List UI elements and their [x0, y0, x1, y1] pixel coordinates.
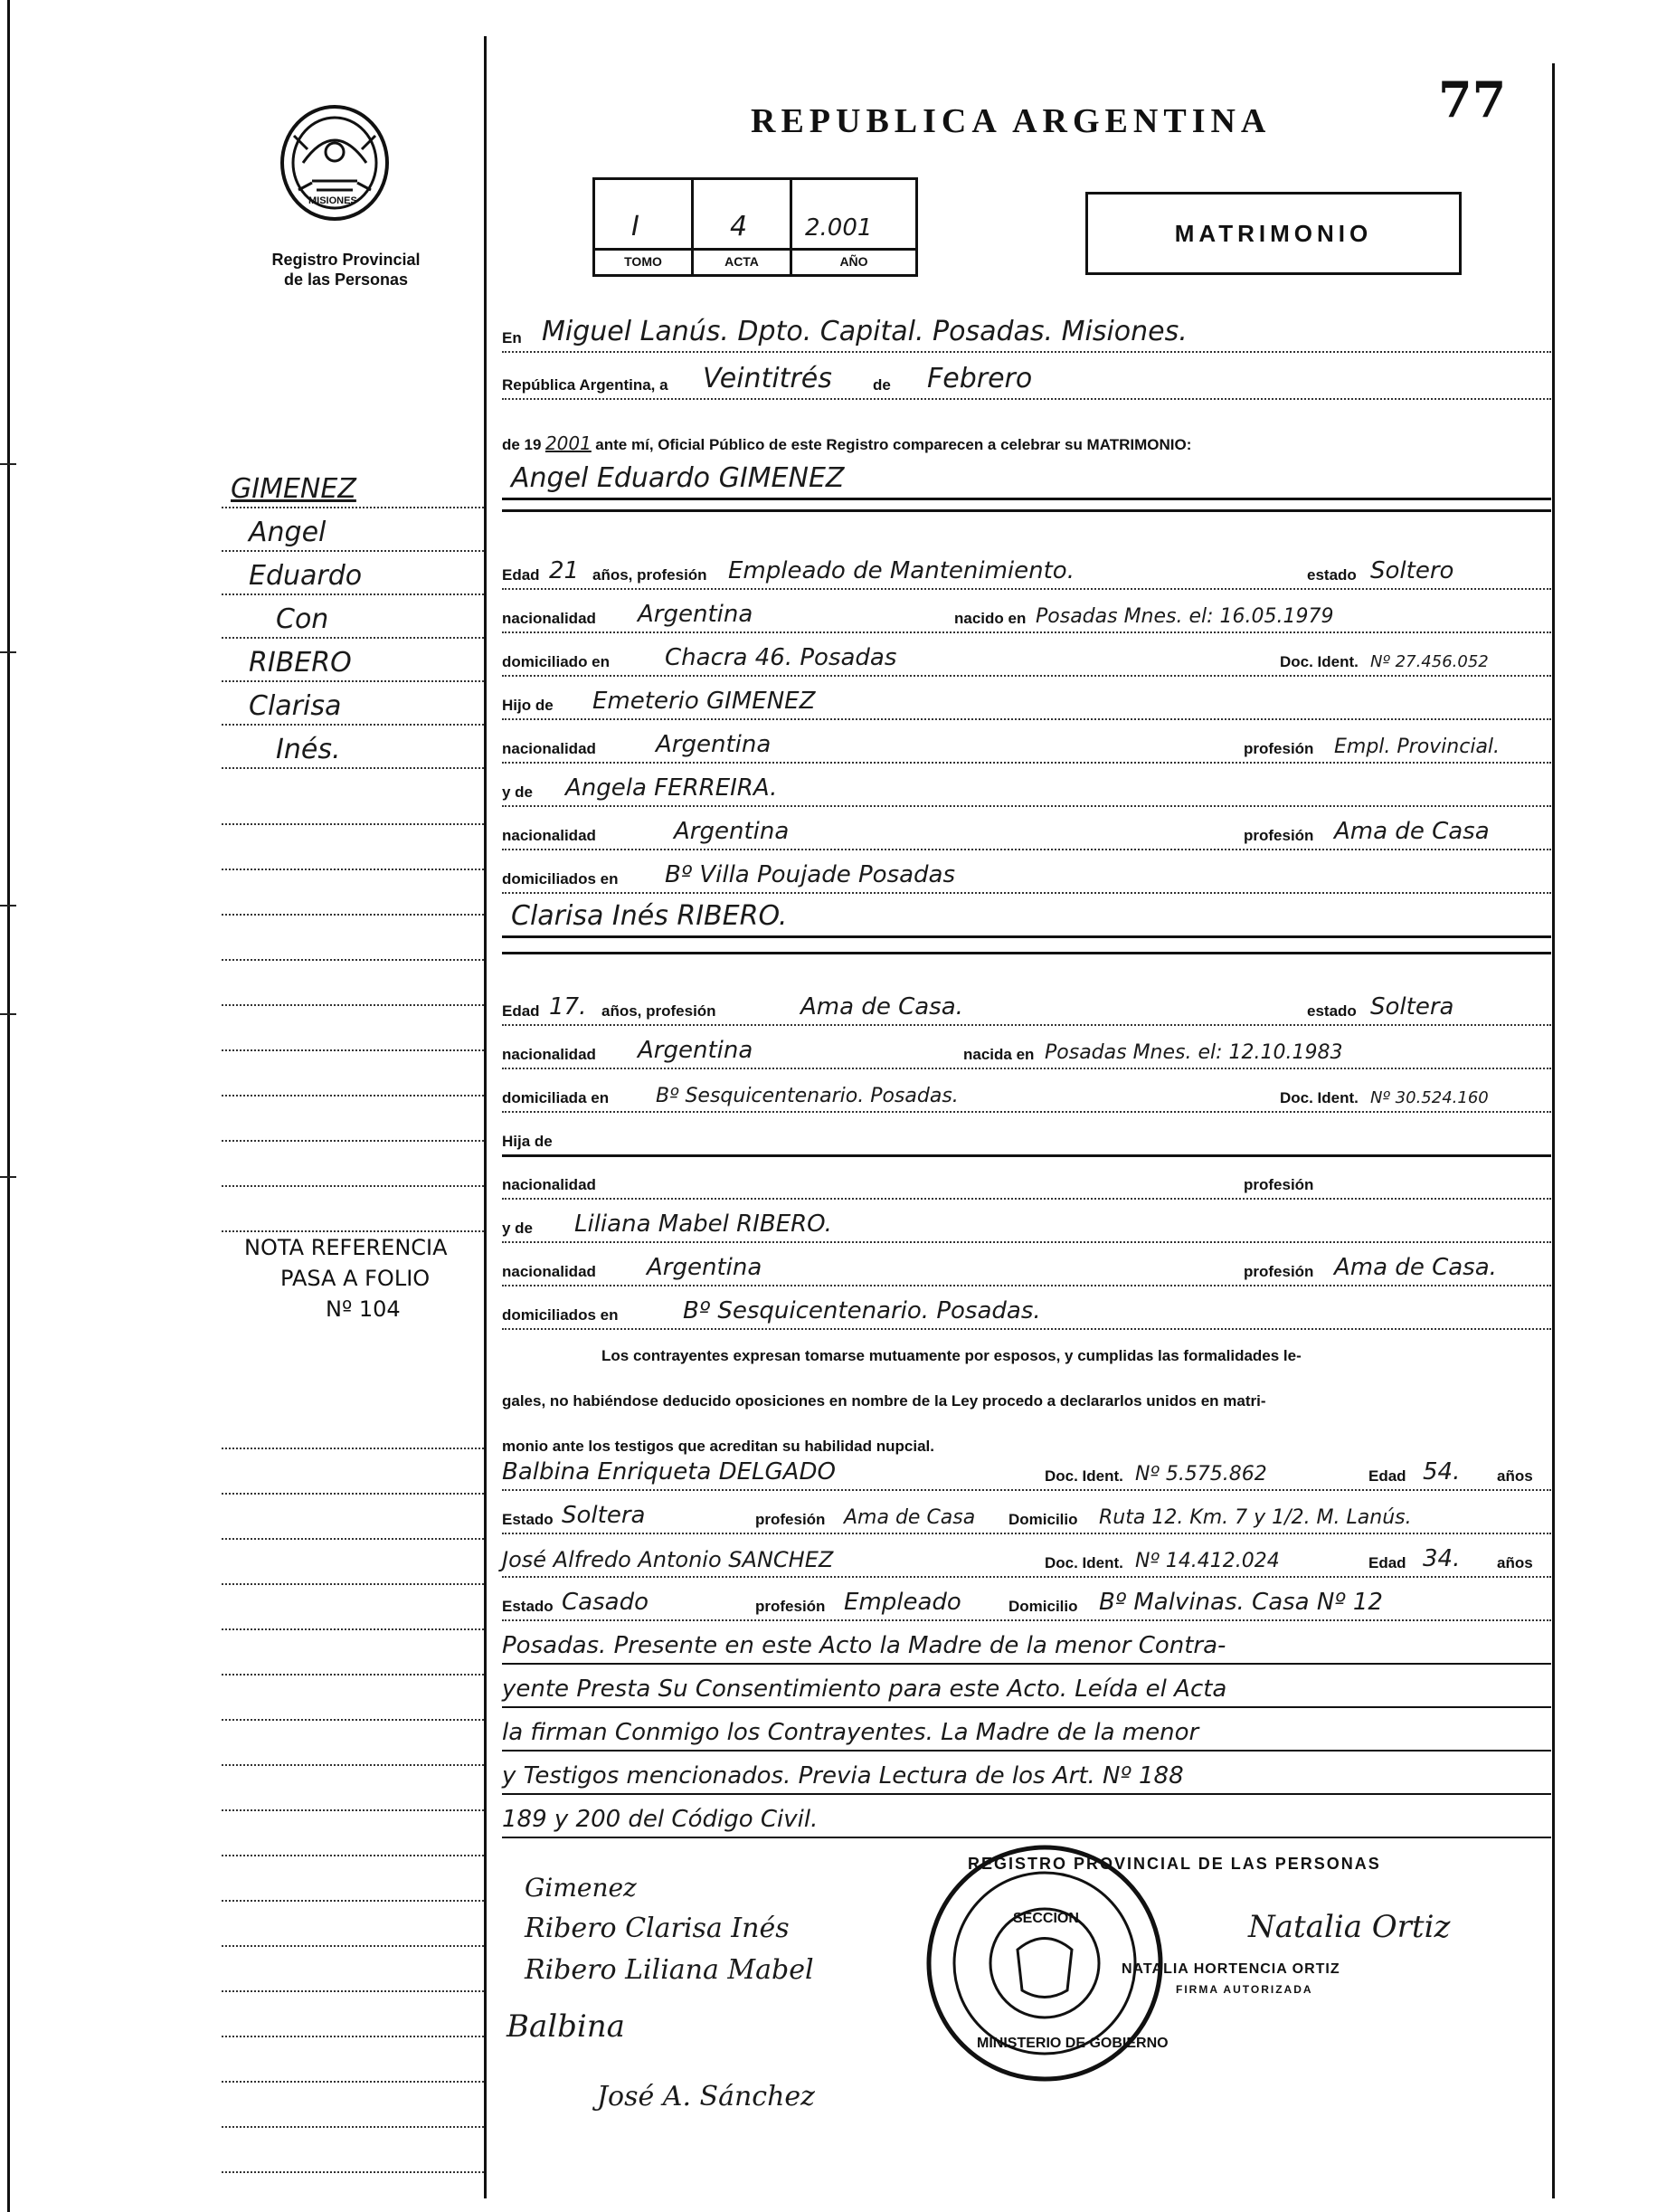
- ano-value: 2.001: [805, 214, 873, 242]
- column-divider: [484, 36, 487, 2198]
- acta-value: 4: [730, 211, 748, 242]
- margin-line: [222, 878, 484, 916]
- groom-father-nat-row: [502, 724, 1551, 764]
- signature-bride-mother: Ribero Liliana Mabel: [525, 1954, 814, 1986]
- margin-line: [222, 1999, 484, 2037]
- groom-nationality-row: [502, 593, 1551, 633]
- bride-mother-row: [502, 1203, 1551, 1243]
- estado-label: estado: [1307, 566, 1357, 584]
- edad-label: Edad: [1368, 1467, 1406, 1485]
- note-row: [502, 1712, 1551, 1752]
- margin-text: Inés.: [276, 734, 341, 765]
- day-value: Veintitrés: [703, 363, 832, 394]
- bride-padres-dom: Bº Sesquicentenario. Posadas.: [683, 1297, 1041, 1324]
- groom-mother-nat-row: [502, 811, 1551, 850]
- bride-doc: Nº 30.524.160: [1370, 1088, 1489, 1107]
- profesion-label: profesión: [755, 1511, 826, 1528]
- margin-text: Angel: [249, 517, 327, 548]
- seal-text: MISIONES: [308, 195, 357, 206]
- nacionalidad-label: nacionalidad: [502, 1046, 596, 1063]
- witness2-doc: Nº 14.412.024: [1135, 1550, 1280, 1572]
- groom-padre-prof: Empl. Provincial.: [1334, 736, 1501, 758]
- place-row: [502, 313, 1551, 353]
- tomo-cell: [592, 177, 694, 277]
- note-row: [502, 1668, 1551, 1708]
- groom-name-row: [502, 460, 1551, 500]
- profesion-label: profesión: [755, 1598, 826, 1615]
- margin-line: [222, 787, 484, 825]
- domiciliado-label: domiciliado en: [502, 653, 611, 670]
- domicilio-label: Domicilio: [1008, 1511, 1078, 1528]
- bride-mother-nat-row: [502, 1247, 1551, 1286]
- profesion-label: profesión: [1244, 1263, 1314, 1280]
- margin-line: [222, 1818, 484, 1856]
- signature-official: Natalia Ortiz: [1248, 1909, 1451, 1945]
- anos-profesion-label: años, profesión: [601, 1002, 716, 1020]
- de-label: de: [873, 376, 891, 394]
- groom-profesion: Empleado de Mantenimiento.: [728, 557, 1075, 584]
- groom-padre: Emeterio GIMENEZ: [592, 688, 816, 715]
- stamp-bottom-text: MINISTERIO DE GOBIERNO: [977, 2036, 1169, 2051]
- bride-parents-address-row: [502, 1290, 1551, 1330]
- bride-profesion: Ama de Casa.: [800, 993, 963, 1021]
- declaration-line-3: monio ante los testigos que acreditan su habilidad nupcial.: [502, 1438, 934, 1455]
- page-number: 77: [1438, 71, 1507, 128]
- groom-mother-row: [502, 767, 1551, 807]
- bride-name-rule: [502, 945, 1551, 954]
- date-row: [502, 360, 1551, 400]
- groom-domicilio: Chacra 46. Posadas: [665, 644, 897, 671]
- seal-icon: [276, 100, 393, 226]
- margin-line: [222, 601, 484, 639]
- registry-name: [249, 250, 443, 290]
- margin-line: [222, 832, 484, 870]
- groom-estado: Soltero: [1370, 557, 1454, 584]
- right-border: [1552, 63, 1555, 2198]
- margin-line: [222, 1013, 484, 1051]
- groom-padre-nac: Argentina: [656, 731, 772, 758]
- nacionalidad-label: nacionalidad: [502, 740, 596, 757]
- bride-nacionalidad: Argentina: [638, 1037, 753, 1064]
- witness2-edad: 34.: [1423, 1545, 1461, 1572]
- bride-name: Clarisa Inés RIBERO.: [511, 900, 788, 932]
- sentence-text: ante mí, Oficial Público de este Registro comparecen a celebrar su MATRIMONIO:: [595, 436, 1192, 453]
- signature-groom: Gimenez: [525, 1873, 637, 1903]
- margin-line: [222, 1683, 484, 1721]
- nacionalidad-label: nacionalidad: [502, 827, 596, 844]
- doc-ident-label: Doc. Ident.: [1045, 1554, 1123, 1571]
- estado-label: estado: [1307, 1002, 1357, 1020]
- groom-name: Angel Eduardo GIMENEZ: [511, 462, 845, 494]
- bride-name-row: [502, 897, 1551, 938]
- margin-text: GIMENEZ: [231, 473, 356, 505]
- witness1-row: [502, 1451, 1551, 1491]
- domiciliados-label: domiciliados en: [502, 1306, 619, 1324]
- groom-madre-prof: Ama de Casa: [1334, 818, 1490, 845]
- note-row: [502, 1755, 1551, 1795]
- margin-line: [222, 2090, 484, 2128]
- margin-line: [222, 923, 484, 961]
- reference-note: [244, 1232, 448, 1324]
- margin-line: [222, 1638, 484, 1676]
- republica-label: República Argentina, a: [502, 376, 668, 394]
- margin-text: Eduardo: [249, 560, 363, 592]
- left-edge-tick: [0, 1176, 16, 1178]
- country-title: REPUBLICA ARGENTINA: [751, 102, 1272, 140]
- margin-line: [222, 1059, 484, 1097]
- year-value: 2001: [544, 432, 592, 454]
- provincial-seal: [276, 100, 393, 226]
- y-de-label: y de: [502, 1220, 534, 1237]
- margin-line: [222, 1728, 484, 1766]
- margin-line: [222, 1954, 484, 1992]
- groom-padres-dom: Bº Villa Poujade Posadas: [665, 861, 956, 888]
- note-text: y Testigos mencionados. Previa Lectura de los Art. Nº 188: [502, 1762, 1184, 1790]
- profesion-label: profesión: [1244, 827, 1314, 844]
- signature-bride: Ribero Clarisa Inés: [525, 1913, 790, 1944]
- stamp-inner-text: SECCION: [1013, 1911, 1079, 1926]
- margin-line: [222, 1864, 484, 1902]
- acta-label: ACTA: [694, 248, 790, 274]
- margin-line: [222, 1909, 484, 1947]
- bride-father-nat-row: [502, 1160, 1551, 1200]
- margin-line: [222, 968, 484, 1006]
- note-line-1: NOTA REFERENCIA: [244, 1235, 448, 1260]
- groom-madre: Angela FERREIRA.: [565, 774, 778, 802]
- groom-madre-nac: Argentina: [674, 818, 790, 845]
- groom-father-row: [502, 680, 1551, 720]
- official-name: NATALIA HORTENCIA ORTIZ: [1122, 1961, 1340, 1977]
- margin-line: [222, 644, 484, 682]
- margin-line: [222, 688, 484, 726]
- witness1-doc: Nº 5.575.862: [1135, 1463, 1267, 1486]
- note-row: [502, 1799, 1551, 1838]
- official-title: FIRMA AUTORIZADA: [1176, 1983, 1313, 1996]
- domiciliada-label: domiciliada en: [502, 1089, 610, 1106]
- estado-label: Estado: [502, 1511, 554, 1528]
- witness1-estado: Soltera: [562, 1502, 646, 1529]
- margin-line: [222, 1457, 484, 1495]
- margin-line: [222, 1104, 484, 1142]
- domicilio-label: Domicilio: [1008, 1598, 1078, 1615]
- bride-madre-prof: Ama de Casa.: [1334, 1254, 1497, 1281]
- witness2-row: [502, 1538, 1551, 1578]
- edad-label: Edad: [1368, 1554, 1406, 1571]
- margin-line: [222, 470, 484, 508]
- anos-profesion-label: años, profesión: [592, 566, 707, 584]
- nacionalidad-label: nacionalidad: [502, 610, 596, 627]
- nacionalidad-label: nacionalidad: [502, 1263, 596, 1280]
- left-edge-tick: [0, 463, 16, 465]
- margin-line: [222, 557, 484, 595]
- hijo-label: Hijo de: [502, 697, 554, 714]
- witness2-domicilio: Bº Malvinas. Casa Nº 12: [1099, 1589, 1383, 1616]
- ano-label: AÑO: [792, 248, 915, 274]
- groom-name-rule: [502, 502, 1551, 512]
- act-type-box: MATRIMONIO: [1085, 192, 1462, 275]
- bride-domicilio: Bº Sesquicentenario. Posadas.: [656, 1085, 959, 1107]
- year-sentence: [502, 432, 1191, 454]
- left-edge-tick: [0, 1013, 16, 1015]
- bride-nacida: Posadas Mnes. el: 12.10.1983: [1045, 1041, 1343, 1064]
- anos-label: años: [1497, 1554, 1533, 1571]
- margin-text: Clarisa: [249, 690, 342, 722]
- groom-address-row: [502, 637, 1551, 677]
- declaration-line-1: Los contrayentes expresan tomarse mutuamente por esposos, y cumplidas las formalidades le-: [601, 1347, 1302, 1364]
- groom-age-row: [502, 550, 1551, 590]
- tomo-value: I: [631, 211, 639, 242]
- estado-label: Estado: [502, 1598, 554, 1615]
- margin-line: [222, 1592, 484, 1630]
- doc-ident-label: Doc. Ident.: [1280, 653, 1359, 670]
- bride-father-row: [502, 1116, 1551, 1157]
- note-text: 189 y 200 del Código Civil.: [502, 1806, 819, 1833]
- tomo-label: TOMO: [595, 248, 691, 274]
- bride-age-row: [502, 986, 1551, 1026]
- y-de-label: y de: [502, 783, 534, 801]
- declaration-line-2: gales, no habiéndose deducido oposiciones en nombre de la Ley procedo a declararlos unidos en matri-: [502, 1392, 1266, 1410]
- profesion-label: profesión: [1244, 1176, 1314, 1193]
- note-text: la firman Conmigo los Contrayentes. La Madre de la menor: [502, 1719, 1199, 1746]
- bride-madre-nac: Argentina: [647, 1254, 762, 1281]
- witness1-details-row: [502, 1495, 1551, 1534]
- profesion-label: profesión: [1244, 740, 1314, 757]
- nacionalidad-label: nacionalidad: [502, 1176, 596, 1193]
- en-label: En: [502, 329, 522, 347]
- groom-nacido: Posadas Mnes. el: 16.05.1979: [1036, 605, 1334, 628]
- ano-cell: [790, 177, 918, 277]
- witness1-domicilio: Ruta 12. Km. 7 y 1/2. M. Lanús.: [1099, 1506, 1412, 1529]
- edad-label: Edad: [502, 1002, 540, 1020]
- bride-nationality-row: [502, 1030, 1551, 1069]
- note-text: Posadas. Presente en este Acto la Madre de la menor Contra-: [502, 1632, 1226, 1659]
- acta-cell: [691, 177, 792, 277]
- signature-witness2: José A. Sánchez: [597, 2081, 815, 2112]
- note-line-2: PASA A FOLIO: [280, 1266, 431, 1291]
- nacido-label: nacido en: [954, 610, 1027, 627]
- margin-line: [222, 1502, 484, 1540]
- margin-line: [222, 1773, 484, 1811]
- margin-text: RIBERO: [249, 647, 352, 679]
- edad-label: Edad: [502, 566, 540, 584]
- groom-parents-address-row: [502, 854, 1551, 894]
- month-value: Febrero: [927, 363, 1033, 394]
- place-value: Miguel Lanús. Dpto. Capital. Posadas. Misiones.: [542, 316, 1188, 347]
- left-page-edge: [7, 0, 10, 2212]
- witness1-edad: 54.: [1423, 1458, 1461, 1486]
- witness1-profesion: Ama de Casa: [844, 1506, 976, 1529]
- margin-line: [222, 514, 484, 552]
- margin-text: Con: [276, 603, 329, 635]
- margin-line: [222, 1411, 484, 1449]
- witness2-estado: Casado: [562, 1589, 649, 1616]
- left-edge-tick: [0, 651, 16, 653]
- left-edge-tick: [0, 905, 16, 907]
- margin-line: [222, 731, 484, 769]
- domiciliados-label: domiciliados en: [502, 870, 619, 888]
- declaration: [502, 1334, 1551, 1469]
- groom-doc: Nº 27.456.052: [1370, 652, 1489, 671]
- bride-address-row: [502, 1073, 1551, 1113]
- margin-line: [222, 1547, 484, 1585]
- signature-witness1: Balbina: [507, 2008, 625, 2045]
- margin-line: [222, 2045, 484, 2083]
- year-prefix: de 19: [502, 436, 542, 453]
- nacida-label: nacida en: [963, 1046, 1035, 1063]
- hija-label: Hija de: [502, 1133, 553, 1150]
- bride-madre: Liliana Mabel RIBERO.: [574, 1210, 832, 1238]
- witness2-name: José Alfredo Antonio SANCHEZ: [502, 1547, 834, 1572]
- note-row: [502, 1625, 1551, 1665]
- witness1-name: Balbina Enriqueta DELGADO: [502, 1458, 836, 1486]
- witness2-details-row: [502, 1581, 1551, 1621]
- bride-edad: 17.: [549, 993, 587, 1021]
- registry-name-line2: de las Personas: [283, 271, 409, 289]
- witness2-profesion: Empleado: [844, 1589, 961, 1616]
- note-text: yente Presta Su Consentimiento para este Acto. Leída el Acta: [502, 1676, 1227, 1703]
- note-line-3: Nº 104: [326, 1296, 401, 1322]
- margin-line: [222, 1149, 484, 1187]
- groom-edad: 21: [549, 557, 580, 584]
- registry-name-line1: Registro Provincial: [271, 251, 421, 269]
- doc-ident-label: Doc. Ident.: [1045, 1467, 1123, 1485]
- stamp-ring-text: REGISTRO PROVINCIAL DE LAS PERSONAS: [968, 1855, 1381, 1873]
- anos-label: años: [1497, 1467, 1533, 1485]
- margin-line: [222, 2135, 484, 2173]
- margin-line: [222, 1194, 484, 1232]
- groom-nacionalidad: Argentina: [638, 601, 753, 628]
- bride-estado: Soltera: [1370, 993, 1454, 1021]
- doc-ident-label: Doc. Ident.: [1280, 1089, 1359, 1106]
